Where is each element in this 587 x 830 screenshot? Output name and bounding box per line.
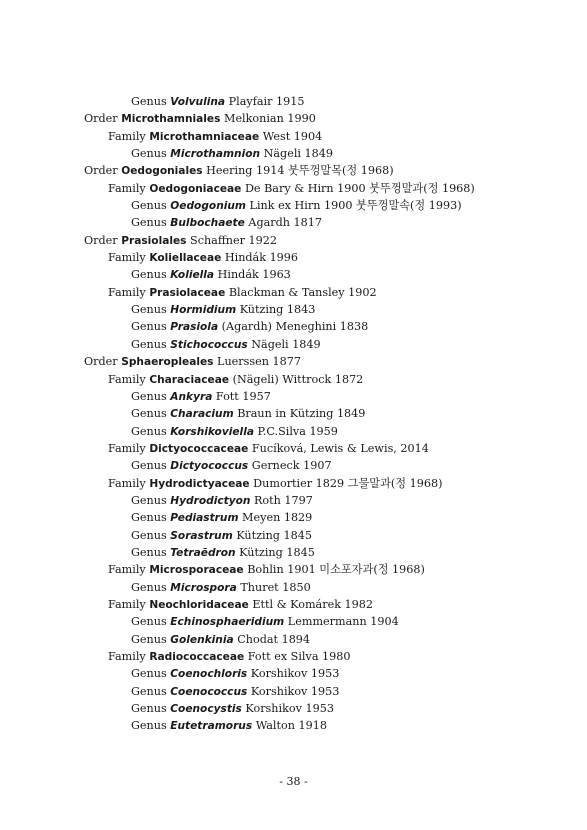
taxon-rank: Genus (131, 216, 167, 230)
taxon-rank: Family (108, 372, 146, 386)
taxon-author: Agardh 1817 (248, 216, 323, 230)
taxon-row-family (0, 371, 587, 388)
taxon-row-genus (0, 423, 587, 440)
taxon-row-order (0, 353, 587, 370)
taxon-row-family (0, 180, 587, 197)
taxon-name: Korshikoviella (170, 425, 254, 438)
taxon-name: Dictyococcus (170, 460, 249, 473)
taxon-name: Neochloridaceae (149, 598, 249, 611)
taxon-row-genus (0, 301, 587, 318)
taxon-name: Bulbochaete (170, 217, 245, 230)
taxon-name: Tetraēdron (170, 546, 236, 559)
taxon-rank: Genus (131, 95, 167, 108)
taxon-name: Hydrodictyaceae (149, 477, 250, 490)
taxon-name: Volvulina (170, 96, 226, 108)
taxon-rank: Genus (131, 719, 167, 733)
taxon-name: Characium (170, 408, 234, 421)
taxon-row-genus (0, 145, 587, 162)
taxon-author: Chodat 1894 (237, 632, 311, 646)
taxon-row-genus (0, 318, 587, 335)
taxon-name: Hormidium (170, 304, 237, 317)
taxon-author: Meyen 1829 (242, 511, 313, 525)
taxon-author: Dumortier 1829 그물말과(정 1968) (253, 476, 443, 490)
taxon-row-genus (0, 492, 587, 509)
taxon-author: Nägeli 1849 (263, 147, 334, 161)
taxon-name: Microthamnion (170, 148, 261, 161)
taxon-author: Kützing 1843 (239, 303, 316, 317)
taxon-name: Pediastrum (170, 512, 239, 525)
taxon-author: Blackman & Tansley 1902 (228, 285, 377, 299)
taxon-row-family (0, 249, 587, 266)
taxon-name: Stichococcus (170, 338, 248, 351)
taxon-rank: Genus (131, 667, 167, 681)
taxon-rank: Order (84, 112, 118, 126)
taxon-rank: Family (108, 285, 146, 299)
taxon-name: Microspora (170, 581, 237, 594)
taxon-author: West 1904 (262, 129, 323, 143)
taxon-rank: Genus (131, 684, 167, 698)
taxon-rank: Genus (131, 389, 167, 403)
taxon-author: Link ex Hirn 1900 붓뚜껑말속(정 1993) (249, 199, 462, 213)
taxon-row-family (0, 284, 587, 301)
taxon-row-genus (0, 93, 587, 110)
taxon-row-family (0, 128, 587, 145)
taxon-author: Kützing 1845 (236, 528, 312, 542)
taxon-rank: Genus (131, 545, 167, 559)
taxon-rank: Family (108, 476, 146, 490)
taxon-author: Gerneck 1907 (251, 459, 332, 473)
taxon-author: Luerssen 1877 (217, 355, 301, 369)
taxon-name: Microsporaceae (149, 564, 244, 577)
taxon-row-family (0, 596, 587, 613)
taxon-row-genus (0, 197, 587, 214)
taxon-rank: Genus (131, 147, 167, 161)
taxon-row-family (0, 648, 587, 665)
page-number: - 38 - (279, 775, 308, 788)
taxon-author: Bohlin 1901 미소포자과(정 1968) (247, 563, 425, 577)
taxon-rank: Family (108, 597, 146, 611)
taxon-author: Korshikov 1953 (245, 702, 334, 716)
taxon-name: Prasiola (170, 321, 219, 334)
taxon-name: Characiaceae (149, 373, 230, 386)
taxon-rank: Genus (131, 459, 167, 473)
taxon-row-order (0, 232, 587, 249)
taxon-rank: Genus (131, 702, 167, 716)
taxon-rank: Genus (131, 580, 167, 594)
taxon-author: (Nägeli) Wittrock 1872 (232, 372, 364, 386)
taxon-rank: Family (108, 563, 146, 577)
taxon-name: Hydrodictyon (170, 494, 251, 507)
taxon-author: Ettl & Komárek 1982 (252, 597, 373, 611)
taxon-row-genus (0, 336, 587, 353)
taxon-name: Radiococcaceae (149, 651, 245, 663)
taxon-row-genus (0, 717, 587, 734)
taxon-row-genus (0, 388, 587, 405)
taxon-author: Schaffner 1922 (190, 233, 278, 247)
taxon-row-order (0, 110, 587, 127)
taxon-rank: Genus (131, 407, 167, 421)
taxon-name: Sorastrum (170, 529, 233, 542)
taxon-rank: Genus (131, 511, 167, 525)
taxon-rank: Family (108, 441, 146, 455)
taxon-name: Eutetramorus (170, 720, 253, 733)
taxon-row-family (0, 440, 587, 457)
taxon-row-order (0, 162, 587, 179)
taxon-name: Prasiolales (121, 234, 187, 247)
taxon-name: Coenocystis (170, 703, 242, 716)
taxon-author: Kützing 1845 (239, 545, 315, 559)
taxon-row-family (0, 475, 587, 492)
taxon-author: Lemmermann 1904 (287, 615, 399, 629)
taxon-rank: Family (108, 129, 146, 143)
taxon-rank: Family (108, 650, 146, 663)
taxon-row-genus (0, 266, 587, 283)
taxon-name: Koliellaceae (149, 252, 222, 265)
taxon-author: Fott 1957 (215, 389, 271, 403)
taxon-name: Coenochloris (170, 668, 248, 681)
taxon-author: Heering 1914 붓뚜껑말목(정 1968) (206, 164, 394, 178)
taxon-row-genus (0, 509, 587, 526)
taxon-name: Dictyococcaceae (149, 442, 249, 455)
taxon-name: Golenkinia (170, 633, 234, 646)
taxon-rank: Genus (131, 268, 167, 282)
taxon-rank: Family (108, 181, 146, 195)
taxon-rank: Genus (131, 303, 167, 317)
taxon-author: Fott ex Silva 1980 (247, 650, 351, 663)
taxon-rank: Order (84, 233, 118, 247)
taxon-rank: Order (84, 164, 118, 178)
taxon-name: Oedogonium (170, 200, 246, 213)
taxon-row-genus (0, 527, 587, 544)
taxon-row-genus (0, 457, 587, 474)
taxon-row-genus (0, 214, 587, 231)
taxon-row-genus (0, 579, 587, 596)
taxon-author: Braun in Kützing 1849 (237, 407, 366, 421)
taxon-author: (Agardh) Meneghini 1838 (221, 320, 369, 334)
taxon-author: Nägeli 1849 (251, 337, 321, 351)
taxon-author: Hindák 1963 (217, 268, 291, 282)
taxon-rank: Genus (131, 528, 167, 542)
taxon-name: Oedogoniales (121, 165, 203, 178)
taxonomy-list (0, 93, 587, 735)
taxon-name: Coenococcus (170, 685, 248, 698)
taxon-author: Hindák 1996 (224, 251, 299, 265)
taxon-name: Echinosphaeridium (170, 616, 285, 629)
taxon-author: Melkonian 1990 (223, 112, 316, 126)
taxon-row-genus (0, 700, 587, 717)
taxon-row-genus (0, 631, 587, 648)
taxon-row-genus (0, 665, 587, 682)
taxon-author: Thuret 1850 (240, 580, 311, 594)
taxon-row-family (0, 561, 587, 578)
taxon-row-genus (0, 683, 587, 700)
taxon-author: Fucíková, Lewis & Lewis, 2014 (251, 441, 429, 455)
taxon-name: Koliella (170, 269, 215, 282)
taxon-row-genus (0, 405, 587, 422)
taxon-author: Korshikov 1953 (250, 684, 340, 698)
taxon-rank: Order (84, 355, 118, 369)
taxon-name: Microthamniaceae (149, 130, 260, 143)
taxon-author: Korshikov 1953 (250, 667, 340, 681)
taxon-row-genus (0, 544, 587, 561)
taxon-rank: Genus (131, 424, 167, 438)
taxon-row-genus (0, 613, 587, 630)
taxon-author: Playfair 1915 (228, 95, 305, 108)
taxon-name: Oedogoniaceae (149, 182, 242, 195)
taxon-rank: Genus (131, 493, 167, 507)
taxon-rank: Family (108, 251, 146, 265)
taxon-author: De Bary & Hirn 1900 붓뚜껑말과(정 1968) (244, 181, 475, 195)
taxon-rank: Genus (131, 632, 167, 646)
taxon-rank: Genus (131, 199, 167, 213)
taxon-name: Prasiolaceae (149, 286, 226, 299)
taxon-rank: Genus (131, 320, 167, 334)
taxon-name: Microthamniales (121, 113, 221, 126)
taxon-name: Sphaeropleales (121, 356, 214, 369)
taxon-rank: Genus (131, 337, 167, 351)
taxon-author: Roth 1797 (254, 493, 313, 507)
taxon-author: Walton 1918 (255, 719, 327, 733)
taxon-rank: Genus (131, 615, 167, 629)
taxon-author: P.C.Silva 1959 (257, 424, 338, 438)
taxon-name: Ankyra (170, 390, 213, 403)
